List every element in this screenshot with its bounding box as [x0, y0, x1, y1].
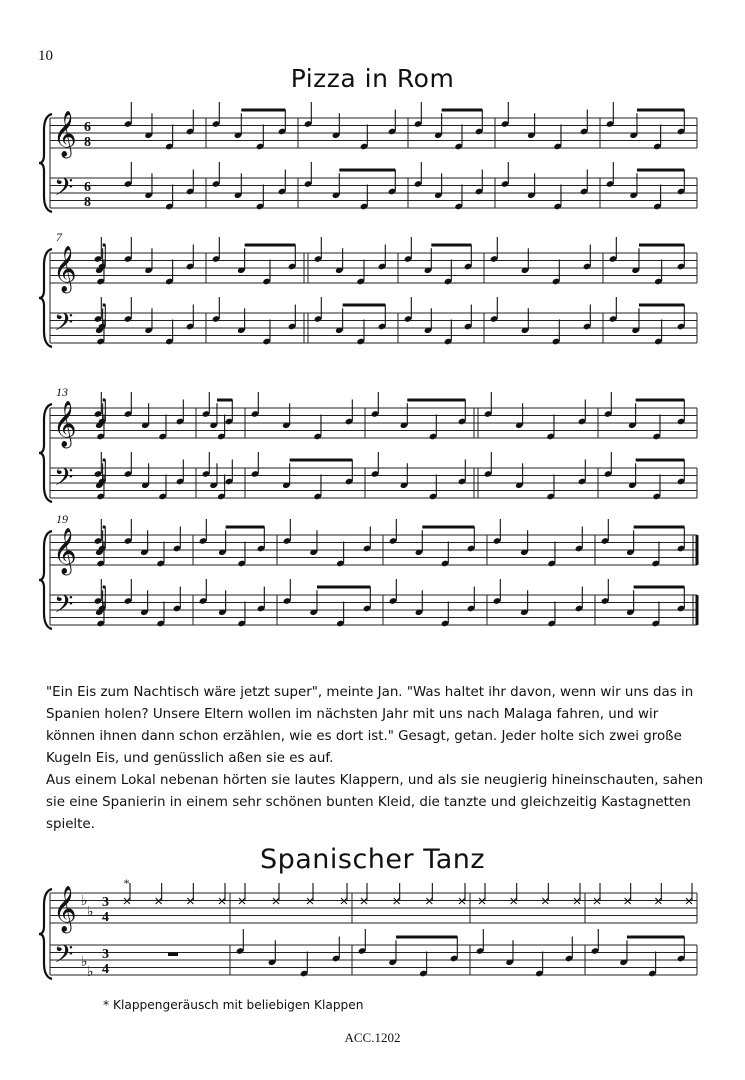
- time-signature-top: 6: [84, 180, 91, 195]
- treble-clef: 𝄞: [53, 111, 77, 157]
- time-signature-bottom: 8: [84, 195, 91, 210]
- time-signature-bottom: 4: [102, 962, 109, 977]
- bass-clef: 𝄢: [54, 173, 74, 208]
- key-flat: ♭: [81, 954, 88, 970]
- time-signature-bottom: 8: [84, 135, 91, 150]
- whole-rest: [168, 953, 178, 957]
- measure-number: 7: [56, 230, 62, 244]
- time-signature-top: 3: [102, 895, 109, 910]
- treble-clef: 𝄞: [53, 246, 77, 292]
- key-flat: ♭: [87, 964, 94, 980]
- piece-title-spanischer-tanz: Spanischer Tanz: [259, 844, 486, 875]
- treble-clef: 𝄞: [53, 401, 77, 447]
- bass-clef: 𝄢: [54, 590, 74, 625]
- footnote: * Klappengeräusch mit beliebigen Klappen: [103, 998, 364, 1012]
- measure-number: 13: [56, 385, 68, 399]
- time-signature-top: 3: [102, 947, 109, 962]
- footer-code: ACC.1202: [344, 1030, 401, 1045]
- bass-clef: 𝄢: [54, 463, 74, 498]
- key-flat: ♭: [87, 904, 94, 920]
- bass-clef: 𝄢: [54, 308, 74, 343]
- bass-clef: 𝄢: [54, 940, 74, 975]
- story-text: [46, 682, 706, 836]
- time-signature-bottom: 4: [102, 910, 109, 925]
- page-number: 10: [38, 48, 53, 64]
- asterisk-mark: *: [123, 876, 129, 890]
- key-flat: ♭: [81, 893, 88, 909]
- time-signature-top: 6: [84, 120, 91, 135]
- piece-title-pizza-in-rom: Pizza in Rom: [290, 64, 455, 93]
- story-paragraph-1: "Ein Eis zum Nachtisch wäre jetzt super", meinte Jan. "Was haltet ihr davon, wenn wir uns das in Spanien holen? Unsere Eltern wollen im nächsten Jahr mit uns nach Malaga fahren, und wir können ihnen dann schon erzählen, wie es dort ist." Gesagt, getan. Jeder holte sich zwei große Kugeln Eis, und genüsslich aßen sie es auf.: [46, 685, 694, 766]
- story-paragraph-2: Aus einem Lokal nebenan hörten sie lautes Klappern, und als sie neugierig hineinschauten, sahen sie eine Spanierin in einem sehr schönen bunten Kleid, die tanzte und gleichzeitig Kastagnetten spielte.: [46, 773, 704, 832]
- treble-clef: 𝄞: [53, 886, 77, 932]
- treble-clef: 𝄞: [53, 528, 77, 574]
- measure-number: 19: [56, 512, 68, 526]
